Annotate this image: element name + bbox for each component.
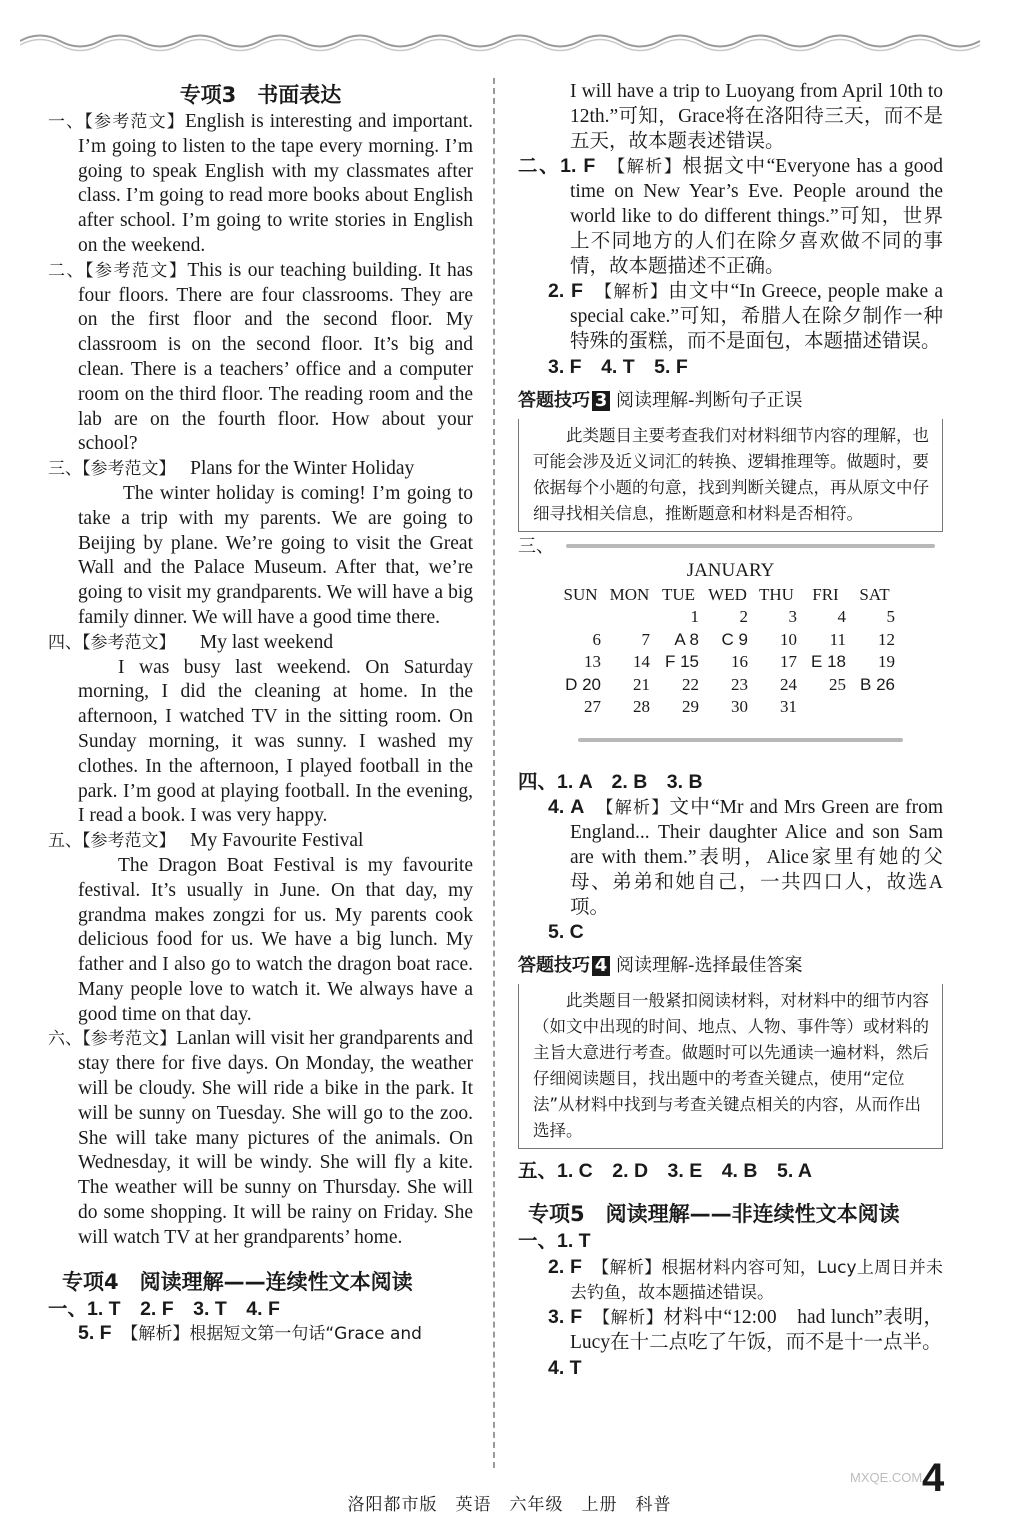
section-title-4: 专项4 阅读理解——连续性文本阅读 — [62, 1269, 413, 1294]
calendar-day-marked: B 26 — [860, 674, 895, 694]
calendar-day: 5 — [886, 607, 895, 627]
weekday: SAT — [859, 584, 890, 604]
calendar-top-strip — [566, 544, 935, 548]
calendar-week — [556, 606, 899, 629]
calendar-day: 21 — [633, 674, 650, 694]
answers-4-part1: 四、1. A 2. B 3. B — [518, 770, 703, 793]
tip-3-text: 此类题目主要考查我们对材料细节内容的理解，也可能会涉及近义词汇的转换、逻辑推理等。做题时，要依据每个小题的句意，找到判断关键点，再从原文中仔细寻找相关信息，推断题意和材料是否相符。 — [533, 425, 929, 523]
calendar-day: 23 — [731, 674, 748, 694]
calendar-day — [801, 696, 850, 719]
essay-4-title: My last weekend — [199, 631, 334, 653]
essay-6: 六、【参考范文】Lanlan will visit her grandparents and stay there for five days. On Monday, the weather will be cloudy. She will ride a bike in the park. It will be sunny on Tuesday. She will go to the zoo. She will take many pictures of the animals. On Wednesday, it will be windy. She will fly a kite. The weather will be sunny on Thursday. She will do some shopping. It will be rainy on Friday. She will watch TV at her grandparents’ home. — [48, 1028, 473, 1248]
calendar-day: 7 — [641, 629, 650, 649]
answers-4-part1: 一、1. T 2. F 3. T 4. F — [48, 1297, 280, 1320]
weekday: FRI — [812, 584, 839, 604]
calendar-title: JANUARY — [686, 559, 775, 581]
essay-5-title: My Favourite Festival — [190, 830, 364, 852]
calendar-day: 29 — [682, 697, 699, 717]
weekday: TUE — [661, 584, 696, 604]
calendar-day: 24 — [780, 674, 797, 694]
calendar-day: 31 — [780, 697, 797, 717]
tip-3-badge: 3 — [592, 391, 610, 411]
tip-3-box — [518, 419, 943, 532]
section-title-5: 专项5 阅读理解——非连续性文本阅读 — [528, 1201, 900, 1226]
essay-5: 五、【参考范文】 My Favourite Festival — [48, 830, 364, 852]
answer-5b-4: 4. T — [548, 1356, 582, 1379]
calendar-day — [556, 606, 605, 629]
answer-5b-2: 2. F 【解析】根据材料内容可知，Lucy上周日并未去钓鱼，故本题描述错误。 — [548, 1255, 944, 1303]
watermark: MXQE.COM — [850, 1470, 923, 1485]
calendar-day: 25 — [829, 674, 846, 694]
calendar-day — [605, 606, 654, 629]
calendar-day: 6 — [592, 629, 601, 649]
header-wave-decoration — [20, 30, 1000, 52]
calendar-week — [556, 651, 899, 674]
answer-2-1: 二、1. F 【解析】根据文中“Everyone has a good time on New Year’s Eve. People around the world like to do different things.”可知，世界上不同地方的人们在除夕喜欢做不同的事情，故本题描述不正确。 — [518, 155, 943, 277]
left-column — [48, 80, 473, 1347]
page-number: 4 — [922, 1456, 945, 1500]
tip-4-text: 此类题目一般紧扣阅读材料，对材料中的细节内容（如文中出现的时间、地点、人物、事件等）或材料的主旨大意进行考查。做题时可以先通读一遍材料，然后仔细阅读题目，找出题中的考查关键点，使用“定位法”从材料中找到与考查关键点相关的内容，从而作出选择。 — [533, 991, 929, 1141]
essay-3: 三、【参考范文】 Plans for the Winter Holiday — [48, 458, 415, 480]
calendar-week — [556, 629, 899, 652]
answers-5: 五、1. C 2. D 3. E 4. B 5. A — [518, 1160, 813, 1183]
weekday: MON — [609, 584, 650, 604]
calendar-day: 17 — [780, 652, 797, 672]
calendar-day: 2 — [739, 607, 748, 627]
calendar-day: 16 — [731, 652, 748, 672]
calendar-day-marked: E 18 — [811, 652, 846, 672]
essay-3-body: The winter holiday is coming! I’m going to take a trip with my parents. We are going to Beijing by plane. We’re going to visit the Great Wall and the Palace Museum. After that, we’re going to visit my grandparents. We will have a big family dinner. We will have a good time there. — [78, 482, 473, 628]
calendar-day: 13 — [584, 652, 601, 672]
answer-2-2: 2. F 【解析】由文中“In Greece, people make a special cake.”可知，希腊人在除夕制作一种特殊的蛋糕，而不是面包，本题描述错误。 — [548, 280, 944, 352]
right-column — [518, 80, 943, 1382]
essay-2: 二、【参考范文】This is our teaching building. It has four floors. There are four classrooms. They are on the first floor and the second floor. My classroom is on the second floor. It’s big and clean. There is a teachers’ office and a computer room on the third floor. The reading room and the lab are on the fourth floor. How about your school? — [48, 259, 473, 455]
answer-4-5: 5. F 【解析】根据短文第一句话“Grace and — [78, 1322, 422, 1345]
calendar-bottom-strip — [578, 738, 903, 742]
calendar-day: 10 — [780, 629, 797, 649]
calendar-day: 11 — [829, 629, 846, 649]
calendar-week — [556, 674, 899, 697]
answer-4-5-continued: I will have a trip to Luoyang from April 10th to 12th.”可知，Grace将在洛阳待三天，而不是五天，故本题表述错误。 — [570, 81, 943, 152]
calendar-day: 30 — [731, 697, 748, 717]
calendar-table — [556, 584, 899, 719]
tip-4-title: 阅读理解-选择最佳答案 — [616, 955, 803, 977]
essay-4: 四、【参考范文】 My last weekend — [48, 631, 334, 653]
calendar-day: 4 — [837, 607, 846, 627]
calendar — [518, 535, 943, 770]
calendar-day-marked: F 15 — [664, 652, 699, 672]
calendar-day: 3 — [788, 607, 797, 627]
footer: 洛阳都市版 英语 六年级 上册 科普 — [347, 1495, 672, 1515]
tip-4-box — [518, 984, 943, 1149]
calendar-day — [850, 696, 899, 719]
answers-2-rest: 3. F 4. T 5. F — [548, 355, 688, 378]
calendar-day: 19 — [878, 652, 895, 672]
answer-4-4: 4. A 【解析】文中“Mr and Mrs Green are from England... Their daughter Alice and son Sam are with them.”表明，Alice家里有她的父母、弟弟和她自己，一共四口人，故选A项。 — [548, 796, 944, 918]
calendar-day-marked: C 9 — [721, 629, 748, 649]
calendar-day: 12 — [878, 629, 895, 649]
tip-4-badge: 4 — [592, 956, 610, 976]
essay-5-body: The Dragon Boat Festival is my favourite festival. It’s usually in June. On that day, my grandma makes zongzi for us. My parents cook delicious food for us. We have a big lunch. My father and I also go to watch the dragon boat race. Many people love to watch it. We always have a good time on that day. — [78, 854, 473, 1025]
calendar-day: 14 — [633, 652, 650, 672]
calendar-weekdays — [556, 584, 899, 607]
weekday: WED — [708, 584, 747, 604]
weekday: SUN — [563, 584, 598, 604]
column-divider — [493, 78, 495, 1468]
weekday: THU — [759, 584, 794, 604]
answer-4-5-right: 5. C — [548, 921, 584, 944]
calendar-day: 27 — [584, 697, 601, 717]
calendar-week — [556, 696, 899, 719]
calendar-day: 22 — [682, 674, 699, 694]
essay-3-title: Plans for the Winter Holiday — [190, 458, 415, 480]
essay-1: 一、【参考范文】English is interesting and important. I’m going to listen to the tape every morning. I’m going to speak English with my classmates after class. I’m going to read more books about English after school. I’m going to write stories in English on the weekend. — [48, 111, 473, 256]
tip-3-title: 阅读理解-判断句子正误 — [616, 389, 803, 411]
essay-4-body: I was busy last weekend. On Saturday morning, I did the cleaning at home. In the afternoon, I watched TV in the sitting room. On Sunday morning, it was sunny. I washed my clothes. In the afternoon, I played football in the park. I’m good at playing football. In the evening, I read a book. I was very happy. — [78, 656, 473, 827]
section-title-3: 专项3 书面表达 — [179, 83, 342, 107]
calendar-day: 1 — [690, 607, 699, 627]
calendar-section-label: 三、 — [518, 535, 554, 557]
answer-5b-1: 一、1. T — [518, 1229, 591, 1252]
answer-5b-3: 3. F 【解析】材料中“12:00 had lunch”表明，Lucy在十二点吃了午饭，而不是十一点半。 — [548, 1306, 944, 1354]
tip-4-header: 答题技巧 4 阅读理解-选择最佳答案 — [518, 955, 803, 977]
calendar-day-marked: A 8 — [674, 629, 699, 649]
calendar-day-marked: D 20 — [565, 674, 601, 694]
tip-3-header: 答题技巧 3 阅读理解-判断句子正误 — [518, 389, 803, 411]
calendar-day: 28 — [633, 697, 650, 717]
